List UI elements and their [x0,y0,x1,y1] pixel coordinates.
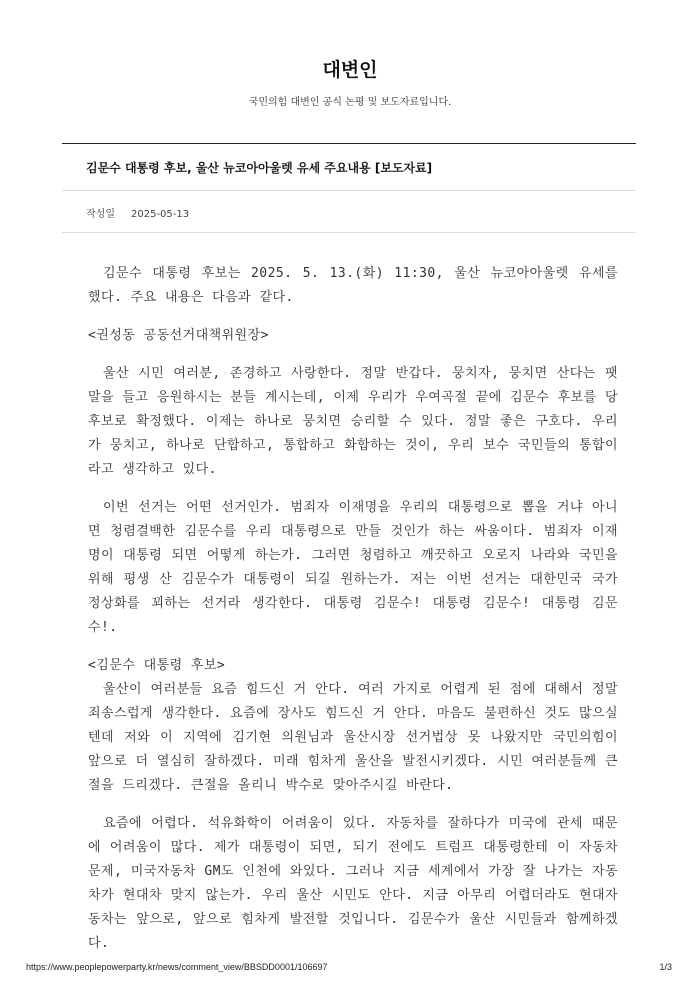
site-title: 대변인 [322,59,378,81]
body-paragraph: 요즘에 어렵다. 석유화학이 어려움이 있다. 자동차를 잘하다가 미국에 관세 때문에 어려움이 많다. 제가 대통령이 되면, 되기 전에도 트럼프 대통령한테 이 자동차 문제, 미국자동차 GM도 인천에 와있다. 그러나 지금 세계에서 가장 잘 나가는 자동차가 현대차 맞지 않는가. 우리 울산 시민도 안다. 지금 아무리 어렵더라도 현대자동차는 앞으로, 앞으로 힘차게 발전할 것입니다. 김문수가 울산 시민들과 함께하겠다. [88,816,618,951]
body-paragraph: 울산이 여러분들 요즘 힘드신 거 안다. 여러 가지로 어렵게 된 점에 대해서 정말 죄송스럽게 생각한다. 요즘에 장사도 힘드신 거 안다. 마음도 불편하신 것도 많으실 텐데 저와 이 지역에 김기현 의원님과 울산시장 선거법상 못 나왔지만 국민의힘이 앞으로 더 열심히 잘하겠다. 미래 힘차게 울산을 발전시키겠다. 시민 여러분들께 큰절을 드리겠다. 큰절을 올리니 박수로 맞아주시길 바란다. [88,682,618,793]
footer-url: https://www.peoplepowerparty.kr/news/comment_view/BBSDD0001/106697 [26,962,328,972]
body-paragraph: 울산 시민 여러분, 존경하고 사랑한다. 정말 반갑다. 뭉치자, 뭉치면 산다는 팻말을 들고 응원하시는 분들 계시는데, 이제 우리가 우여곡절 끝에 김문수 후보를 당 후보로 확정했다. 이제는 하나로 뭉치면 승리할 수 있다. 정말 좋은 구호다. 우리가 뭉치고, 하나로 단합하고, 통합하고 화합하는 것이, 우리 보수 국민들의 통합이라고 생각하고 있다. [88,366,618,477]
title-divider [62,190,636,191]
date-label: 작성일 [86,209,115,220]
page-number: 1/3 [659,962,672,972]
article-body [88,262,618,956]
post-meta [86,205,189,220]
header-divider [62,143,636,144]
intro-paragraph: 김문수 대통령 후보는 2025. 5. 13.(화) 11:30, 울산 뉴코아아울렛 유세를 했다. 주요 내용은 다음과 같다. [88,266,618,305]
post-date: 2025-05-13 [130,209,190,220]
speaker-heading: <김문수 대통령 후보> [88,658,226,673]
body-paragraph: 이번 선거는 어떤 선거인가. 범죄자 이재명을 우리의 대통령으로 뽑을 거냐 아니면 청렴결백한 김문수를 우리 대통령으로 만들 것인가 하는 싸움이다. 범죄자 이재명이 대통령 되면 어떻게 하는가. 그러면 청렴하고 깨끗하고 오로지 나라와 국민을 위해 평생 산 김문수가 대통령이 되길 원하는가. 저는 이번 선거는 대한민국 국가 정상화를 꾀하는 선거라 생각한다. 대통령 김문수! 대통령 김문수! 대통령 김문수!. [88,500,618,635]
speaker-heading: <권성동 공동선거대책위원장> [88,328,269,343]
site-description: 국민의힘 대변인 공식 논평 및 보도자료입니다. [248,97,452,108]
meta-divider [62,232,636,233]
post-title: 김문수 대통령 후보, 울산 뉴코아아울렛 유세 주요내용 [보도자료] [86,161,433,175]
